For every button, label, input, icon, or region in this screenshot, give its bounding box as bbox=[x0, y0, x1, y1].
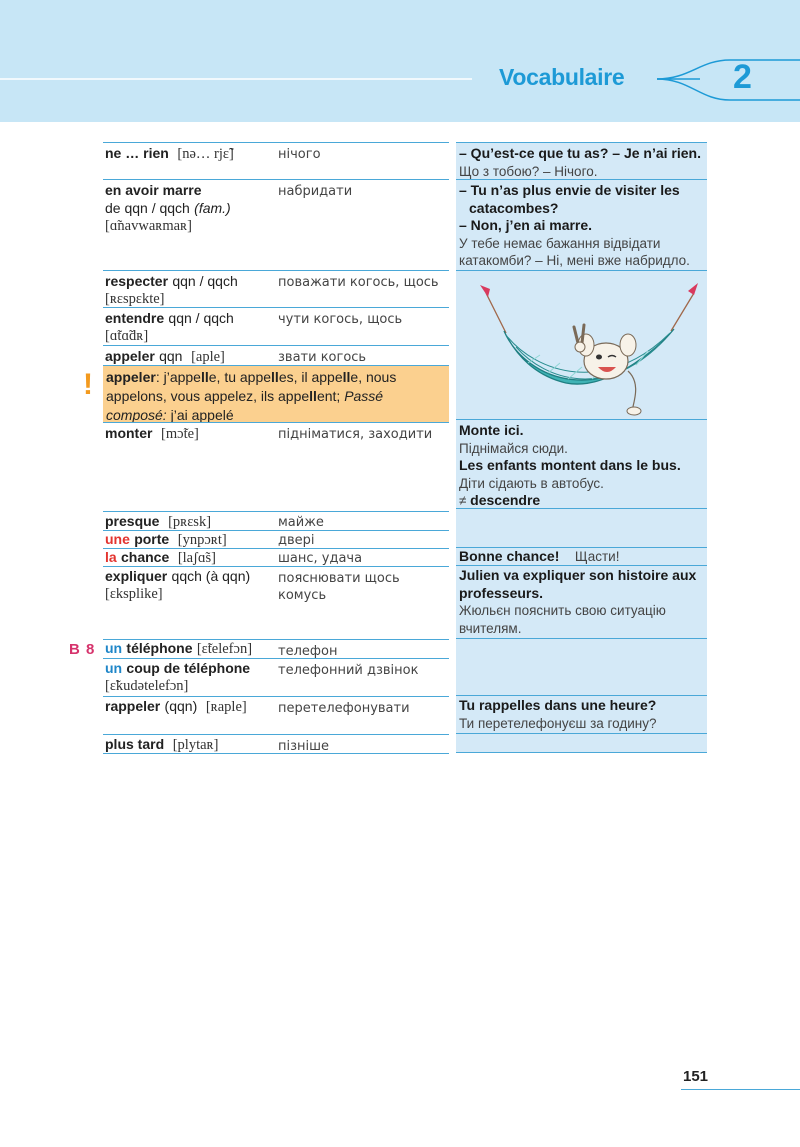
example-french: Les enfants montent dans le bus. bbox=[459, 457, 681, 473]
vocab-word: coup de téléphone bbox=[126, 660, 251, 676]
vocab-row bbox=[103, 180, 449, 271]
vocab-translation: підніматися, заходити bbox=[278, 427, 433, 442]
vocab-word: en avoir marre bbox=[105, 182, 202, 198]
example-cell bbox=[456, 639, 707, 696]
vocab-word: rappeler bbox=[105, 698, 161, 714]
example-french: Monte ici. bbox=[459, 422, 524, 438]
example-cell bbox=[456, 734, 707, 753]
vocab-phonetic: [ɛ̃telefɔn] bbox=[196, 641, 253, 657]
example-ukrainian: катакомби? – Ні, мені вже набридло. bbox=[459, 253, 690, 268]
vocab-row bbox=[103, 422, 449, 512]
example-french: catacombes? bbox=[469, 199, 559, 216]
vocab-translation: пояснювати щось комусь bbox=[278, 571, 400, 603]
vocab-row bbox=[103, 735, 449, 754]
vocab-translation: телефонний дзвінок bbox=[278, 663, 419, 678]
vocab-translation: двері bbox=[278, 533, 315, 548]
vocab-article: un bbox=[105, 660, 123, 676]
vocab-object: qqch (à qqn) bbox=[171, 568, 251, 584]
example-cell bbox=[456, 142, 707, 180]
vocab-row bbox=[103, 531, 449, 549]
vocab-phonetic: [ʀaple] bbox=[205, 699, 247, 715]
vocab-article: une bbox=[105, 531, 130, 547]
example-french: Bonne chance! bbox=[459, 548, 560, 564]
example-ukrainian: Жюльєн пояснить свою ситуацію bbox=[459, 603, 666, 618]
example-ukrainian: Ти перетелефонуєш за годину? bbox=[459, 715, 657, 731]
vocab-translation: шанс, удача bbox=[278, 551, 363, 566]
vocab-row bbox=[103, 549, 449, 567]
page-number-rule bbox=[681, 1089, 800, 1090]
illustration-cell bbox=[456, 271, 707, 419]
vocab-row bbox=[103, 659, 449, 697]
example-cell bbox=[456, 180, 707, 271]
vocab-translation: майже bbox=[278, 515, 324, 530]
hammock-illustration bbox=[456, 271, 707, 419]
vocab-row bbox=[69, 640, 449, 659]
vocab-object: qqn bbox=[159, 348, 183, 364]
vocab-word: respecter bbox=[105, 273, 169, 289]
vocab-phonetic: [ʀɛspɛkte] bbox=[105, 291, 165, 307]
example-cell bbox=[456, 419, 707, 509]
vocab-translation: звати когось bbox=[278, 350, 367, 365]
example-cell bbox=[456, 696, 707, 734]
vocab-translation: чути когось, щось bbox=[278, 312, 403, 327]
vocab-phonetic: [aple] bbox=[191, 349, 225, 365]
examples-column bbox=[456, 142, 707, 753]
vocab-word: porte bbox=[134, 531, 170, 547]
vocab-word: chance bbox=[120, 549, 170, 565]
vocab-phonetic: [ɛ̃kudətelefɔn] bbox=[105, 678, 189, 694]
vocab-row bbox=[103, 271, 449, 308]
vocab-phonetic: [nə… rjɛ̃] bbox=[177, 146, 234, 162]
page-number: 151 bbox=[683, 1068, 709, 1085]
example-french: – Non, j’en ai marre. bbox=[459, 217, 593, 233]
warning-icon: ! bbox=[83, 368, 93, 401]
vocab-word: expliquer bbox=[105, 568, 168, 584]
vocab-row bbox=[103, 697, 449, 735]
vocab-word: plus tard bbox=[105, 736, 165, 752]
example-ukrainian: Що з тобою? – Нічого. bbox=[459, 163, 598, 179]
grammar-note: ! appeler: j’appelle, tu appelles, il appelle, nous appelons, vous appelez, ils appellent; Passé composé: j’ai appelé bbox=[103, 366, 449, 422]
vocab-phonetic: [pʀɛsk] bbox=[168, 514, 212, 530]
example-french: Julien va expliquer son histoire aux bbox=[459, 567, 697, 583]
vocab-row bbox=[103, 567, 449, 640]
example-cell bbox=[456, 509, 707, 548]
vocab-word: presque bbox=[105, 513, 160, 529]
example-ukrainian: Щасти! bbox=[574, 549, 620, 564]
opposite-word: descendre bbox=[470, 492, 541, 508]
vocab-word: appeler bbox=[105, 348, 155, 364]
vocab-object: qqn / qqch bbox=[168, 310, 234, 326]
vocab-article: un bbox=[105, 640, 123, 656]
vocab-phonetic: [ɛksplike] bbox=[105, 586, 163, 602]
vocab-object: qqn / qqch bbox=[172, 273, 238, 289]
example-french: – Tu n’as plus envie de visiter les bbox=[459, 182, 680, 198]
vocab-word: entendre bbox=[105, 310, 165, 326]
example-ukrainian: Піднімайся сюди. bbox=[459, 440, 568, 456]
vocab-phonetic: [plytaʀ] bbox=[172, 737, 219, 753]
vocab-word: téléphone bbox=[126, 640, 193, 656]
example-french: – Qu’est-ce que tu as? – Je n’ai rien. bbox=[459, 145, 701, 161]
vocab-row bbox=[103, 308, 449, 346]
vocab-row bbox=[103, 142, 449, 180]
vocab-translation: телефон bbox=[278, 644, 338, 659]
vocab-row bbox=[103, 512, 449, 531]
example-cell bbox=[456, 548, 707, 566]
chapter-number: 2 bbox=[733, 58, 752, 96]
vocab-translation: нічого bbox=[278, 147, 321, 162]
example-cell bbox=[456, 566, 707, 639]
vocab-object: (qqn) bbox=[164, 698, 198, 714]
vocab-translation: пізніше bbox=[278, 739, 330, 754]
section-label: B 8 bbox=[69, 641, 96, 658]
vocab-word: monter bbox=[105, 425, 153, 441]
header-title: Vocabulaire bbox=[499, 64, 625, 90]
vocab-word: ne … rien bbox=[105, 145, 169, 161]
note-word: appeler bbox=[106, 369, 156, 385]
vocab-phonetic: [laʃɑ̃s] bbox=[177, 550, 217, 566]
vocabulary-table bbox=[69, 142, 449, 754]
vocab-phonetic: [mɔ̃te] bbox=[161, 426, 199, 442]
vocab-translation: перетелефонувати bbox=[278, 701, 410, 716]
vocab-article: la bbox=[105, 549, 117, 565]
example-ukrainian: Діти сідають в автобус. bbox=[459, 475, 604, 491]
vocab-phonetic: [ynpɔʀt] bbox=[177, 532, 227, 548]
example-french: professeurs. bbox=[459, 584, 544, 601]
vocab-row bbox=[103, 346, 449, 366]
not-equal-sign: ≠ bbox=[459, 493, 471, 508]
example-ukrainian: вчителям. bbox=[459, 620, 522, 636]
header-decoration bbox=[0, 0, 800, 122]
vocab-phonetic: [ɑ̃navwaʀmaʀ] bbox=[105, 218, 192, 234]
vocab-register: (fam.) bbox=[194, 200, 231, 216]
vocab-translation: набридати bbox=[278, 184, 353, 199]
vocab-phonetic: [ɑ̃tɑ̃dʀ] bbox=[105, 328, 149, 344]
vocab-object: de qqn / qqch bbox=[105, 200, 190, 216]
vocab-translation: поважати когось, щось bbox=[278, 275, 439, 290]
example-ukrainian: У тебе немає бажання відвідати bbox=[459, 235, 661, 251]
example-french: Tu rappelles dans une heure? bbox=[459, 697, 657, 713]
